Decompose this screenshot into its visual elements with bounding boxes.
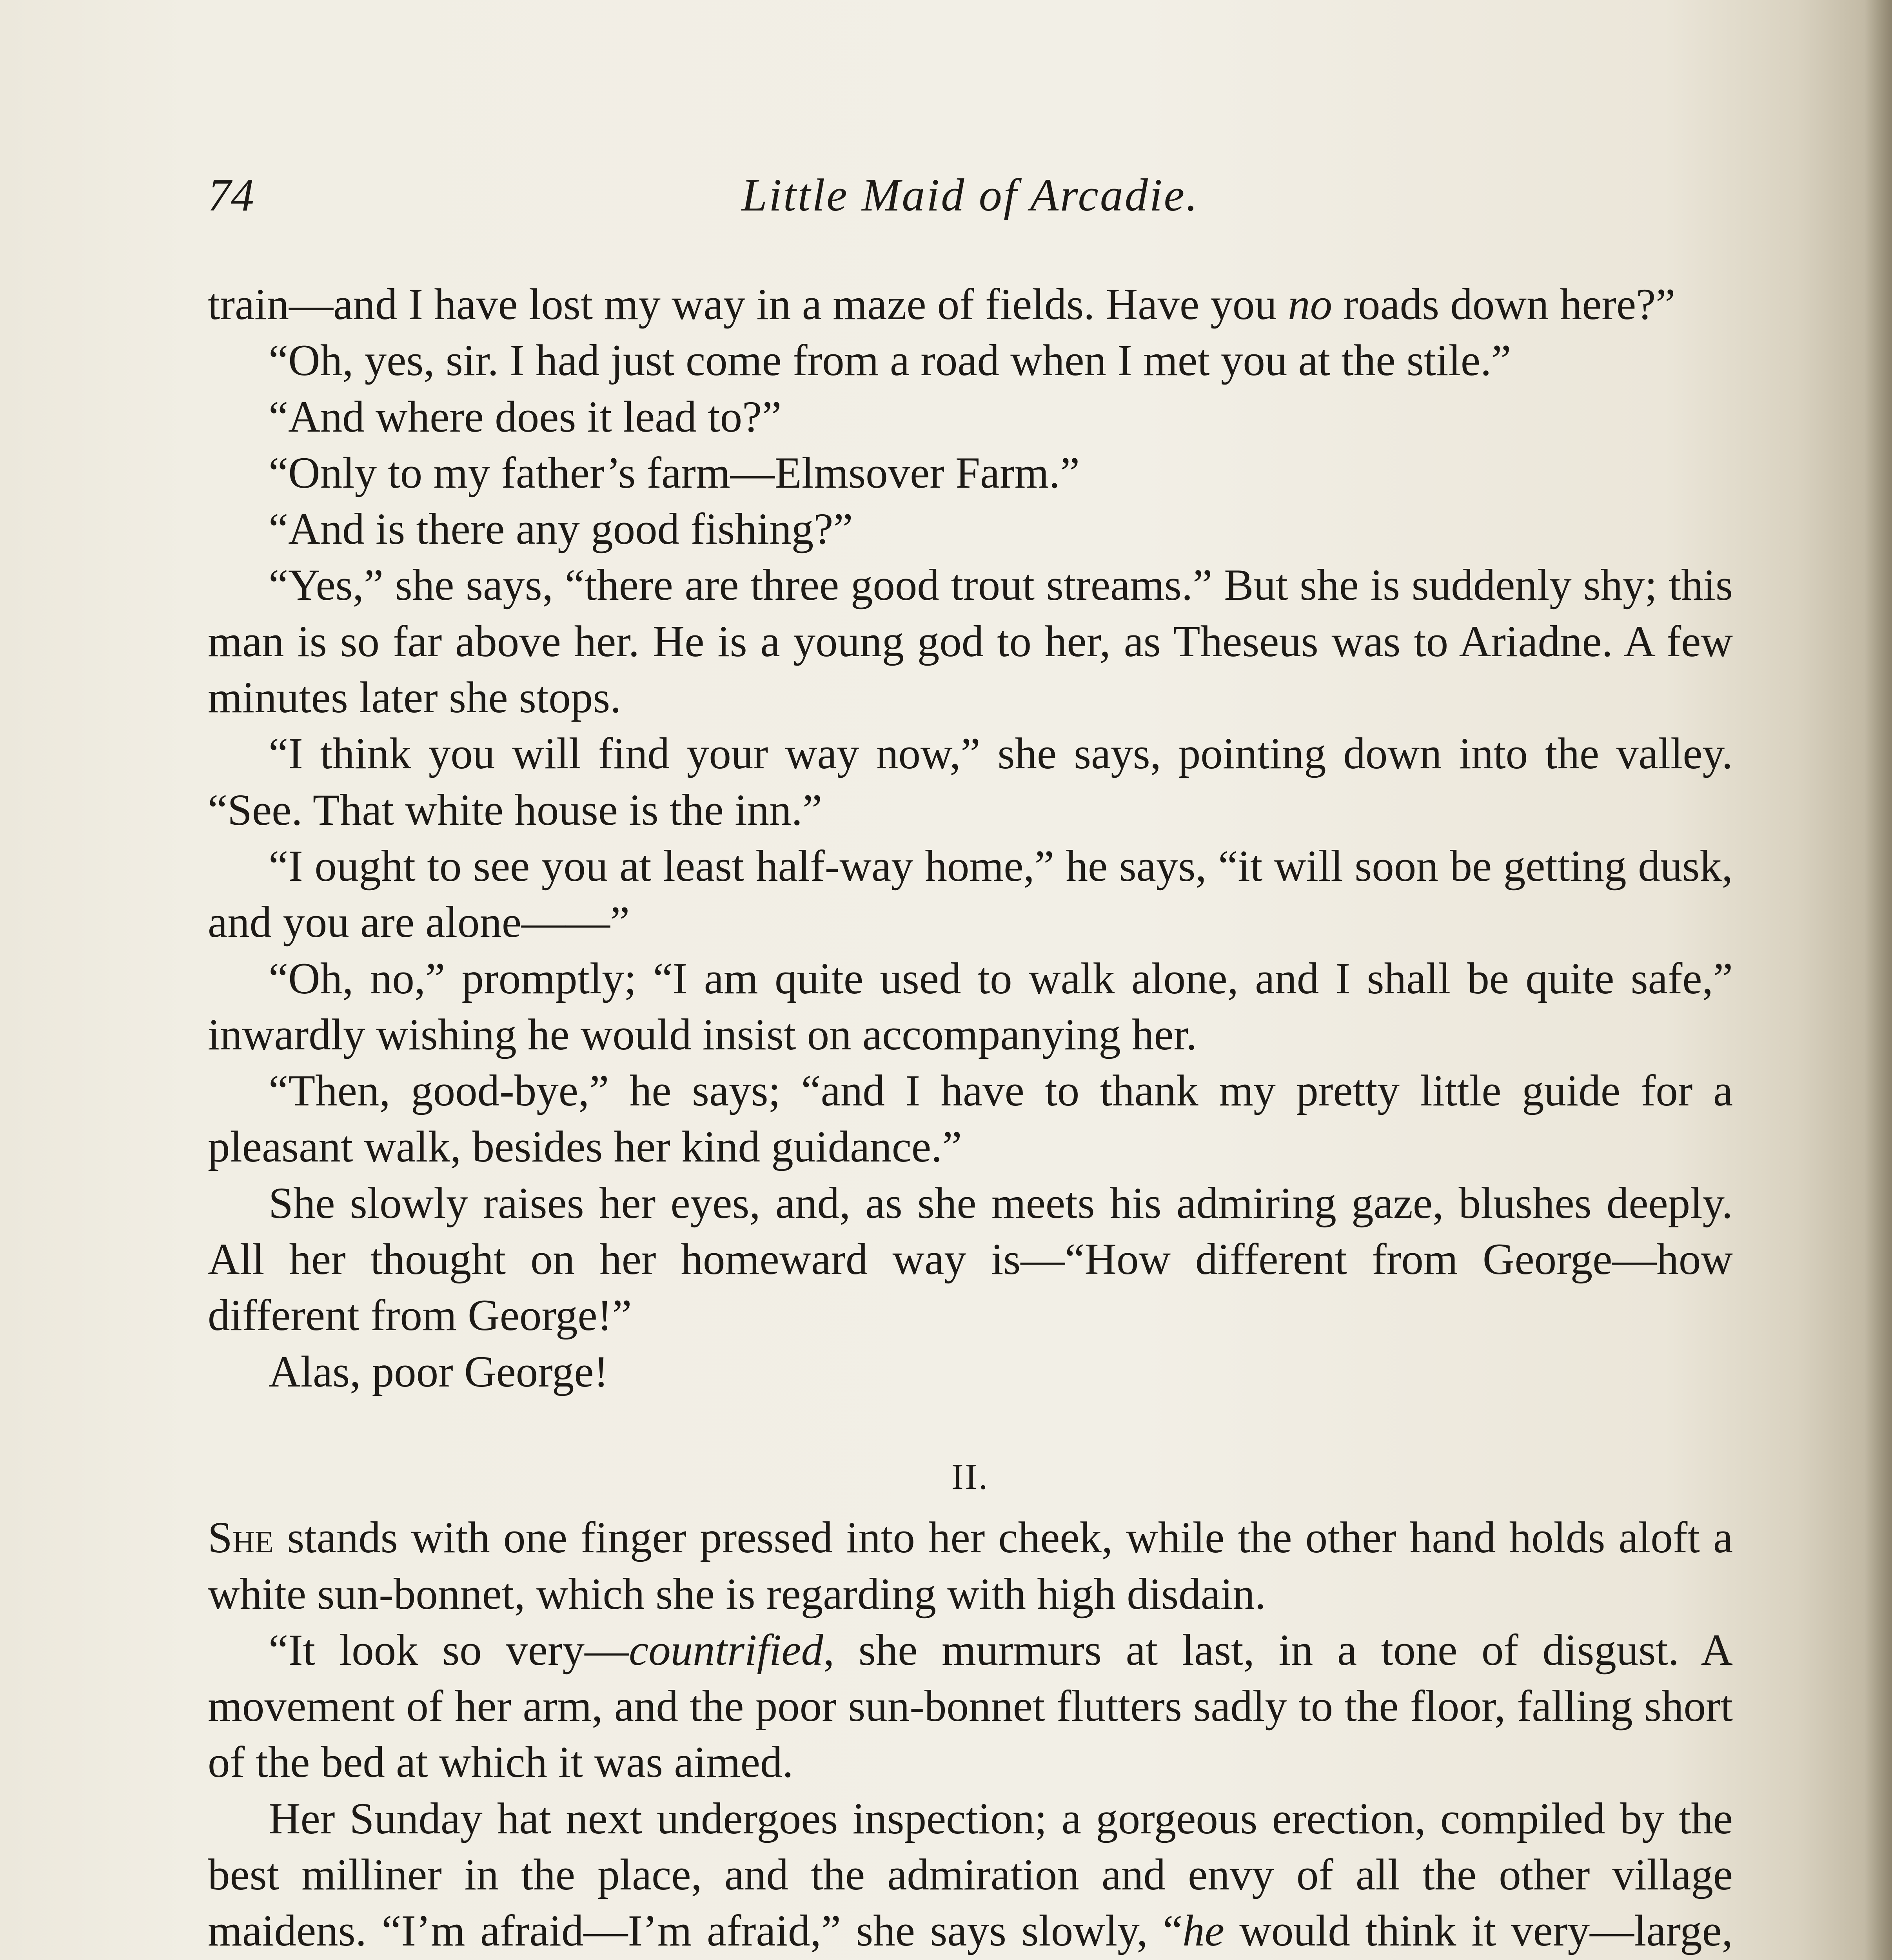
paragraph: “It look so very—countrified, she murmurs at last, in a tone of disgust. A movement of her arm, and the poor sun-bonnet flutters sadly to the floor, falling short of the bed at which it was aimed.: [208, 1625, 1733, 1787]
paragraph: “I ought to see you at least half-way home,” he says, “it will soon be getting dusk, and you are alone——”: [208, 841, 1733, 947]
paragraph: “Oh, no,” promptly; “I am quite used to walk alone, and I shall be quite safe,” inwardly wishing he would insist on accompanying her.: [208, 954, 1733, 1059]
paragraph: “Then, good-bye,” he says; “and I have to thank my pretty little guide for a pleasant walk, besides her kind guidance.”: [208, 1066, 1733, 1172]
body-text: [208, 276, 1733, 1960]
paragraph: “And where does it lead to?”: [269, 392, 782, 441]
paragraph: She slowly raises her eyes, and, as she meets his admiring gaze, blushes deeply. All her thought on her homeward way is—“How different from George—how different from George!”: [208, 1178, 1733, 1340]
paragraph: “I think you will find your way now,” she says, pointing down into the valley. “See. That white house is the inn.”: [208, 729, 1733, 835]
paragraph: Alas, poor George!: [269, 1347, 609, 1396]
paragraph: She stands with one finger pressed into her cheek, while the other hand holds aloft a white sun-bonnet, which she is regarding with high disdain.: [208, 1513, 1733, 1619]
paragraph: “Only to my father’s farm—Elmsover Farm.”: [269, 448, 1080, 497]
paragraph: Her Sunday hat next undergoes inspection; a gorgeous erection, compiled by the best milliner in the place, and the admiration and envy of all the other village maidens. “I’m afraid—I’m afraid,” she says slowly, “he would think it very—large,: [208, 1794, 1733, 1956]
section-heading: II.: [951, 1456, 990, 1497]
paragraph: train—and I have lost my way in a maze of fields. Have you no roads down here?”: [208, 280, 1676, 329]
paragraph: “Oh, yes, sir. I had just come from a road when I met you at the stile.”: [269, 336, 1511, 385]
page-header: [208, 169, 1733, 235]
page-number: 74: [208, 169, 254, 221]
page-gutter-shadow: [1865, 0, 1892, 1960]
paragraph: “And is there any good fishing?”: [269, 505, 853, 554]
paragraph: “Yes,” she says, “there are three good trout streams.” But she is suddenly shy; this man is so far above her. He is a young god to her, as Theseus was to Ariadne. A few minutes later she stops.: [208, 561, 1733, 722]
running-title: Little Maid of Arcadie.: [741, 169, 1199, 221]
